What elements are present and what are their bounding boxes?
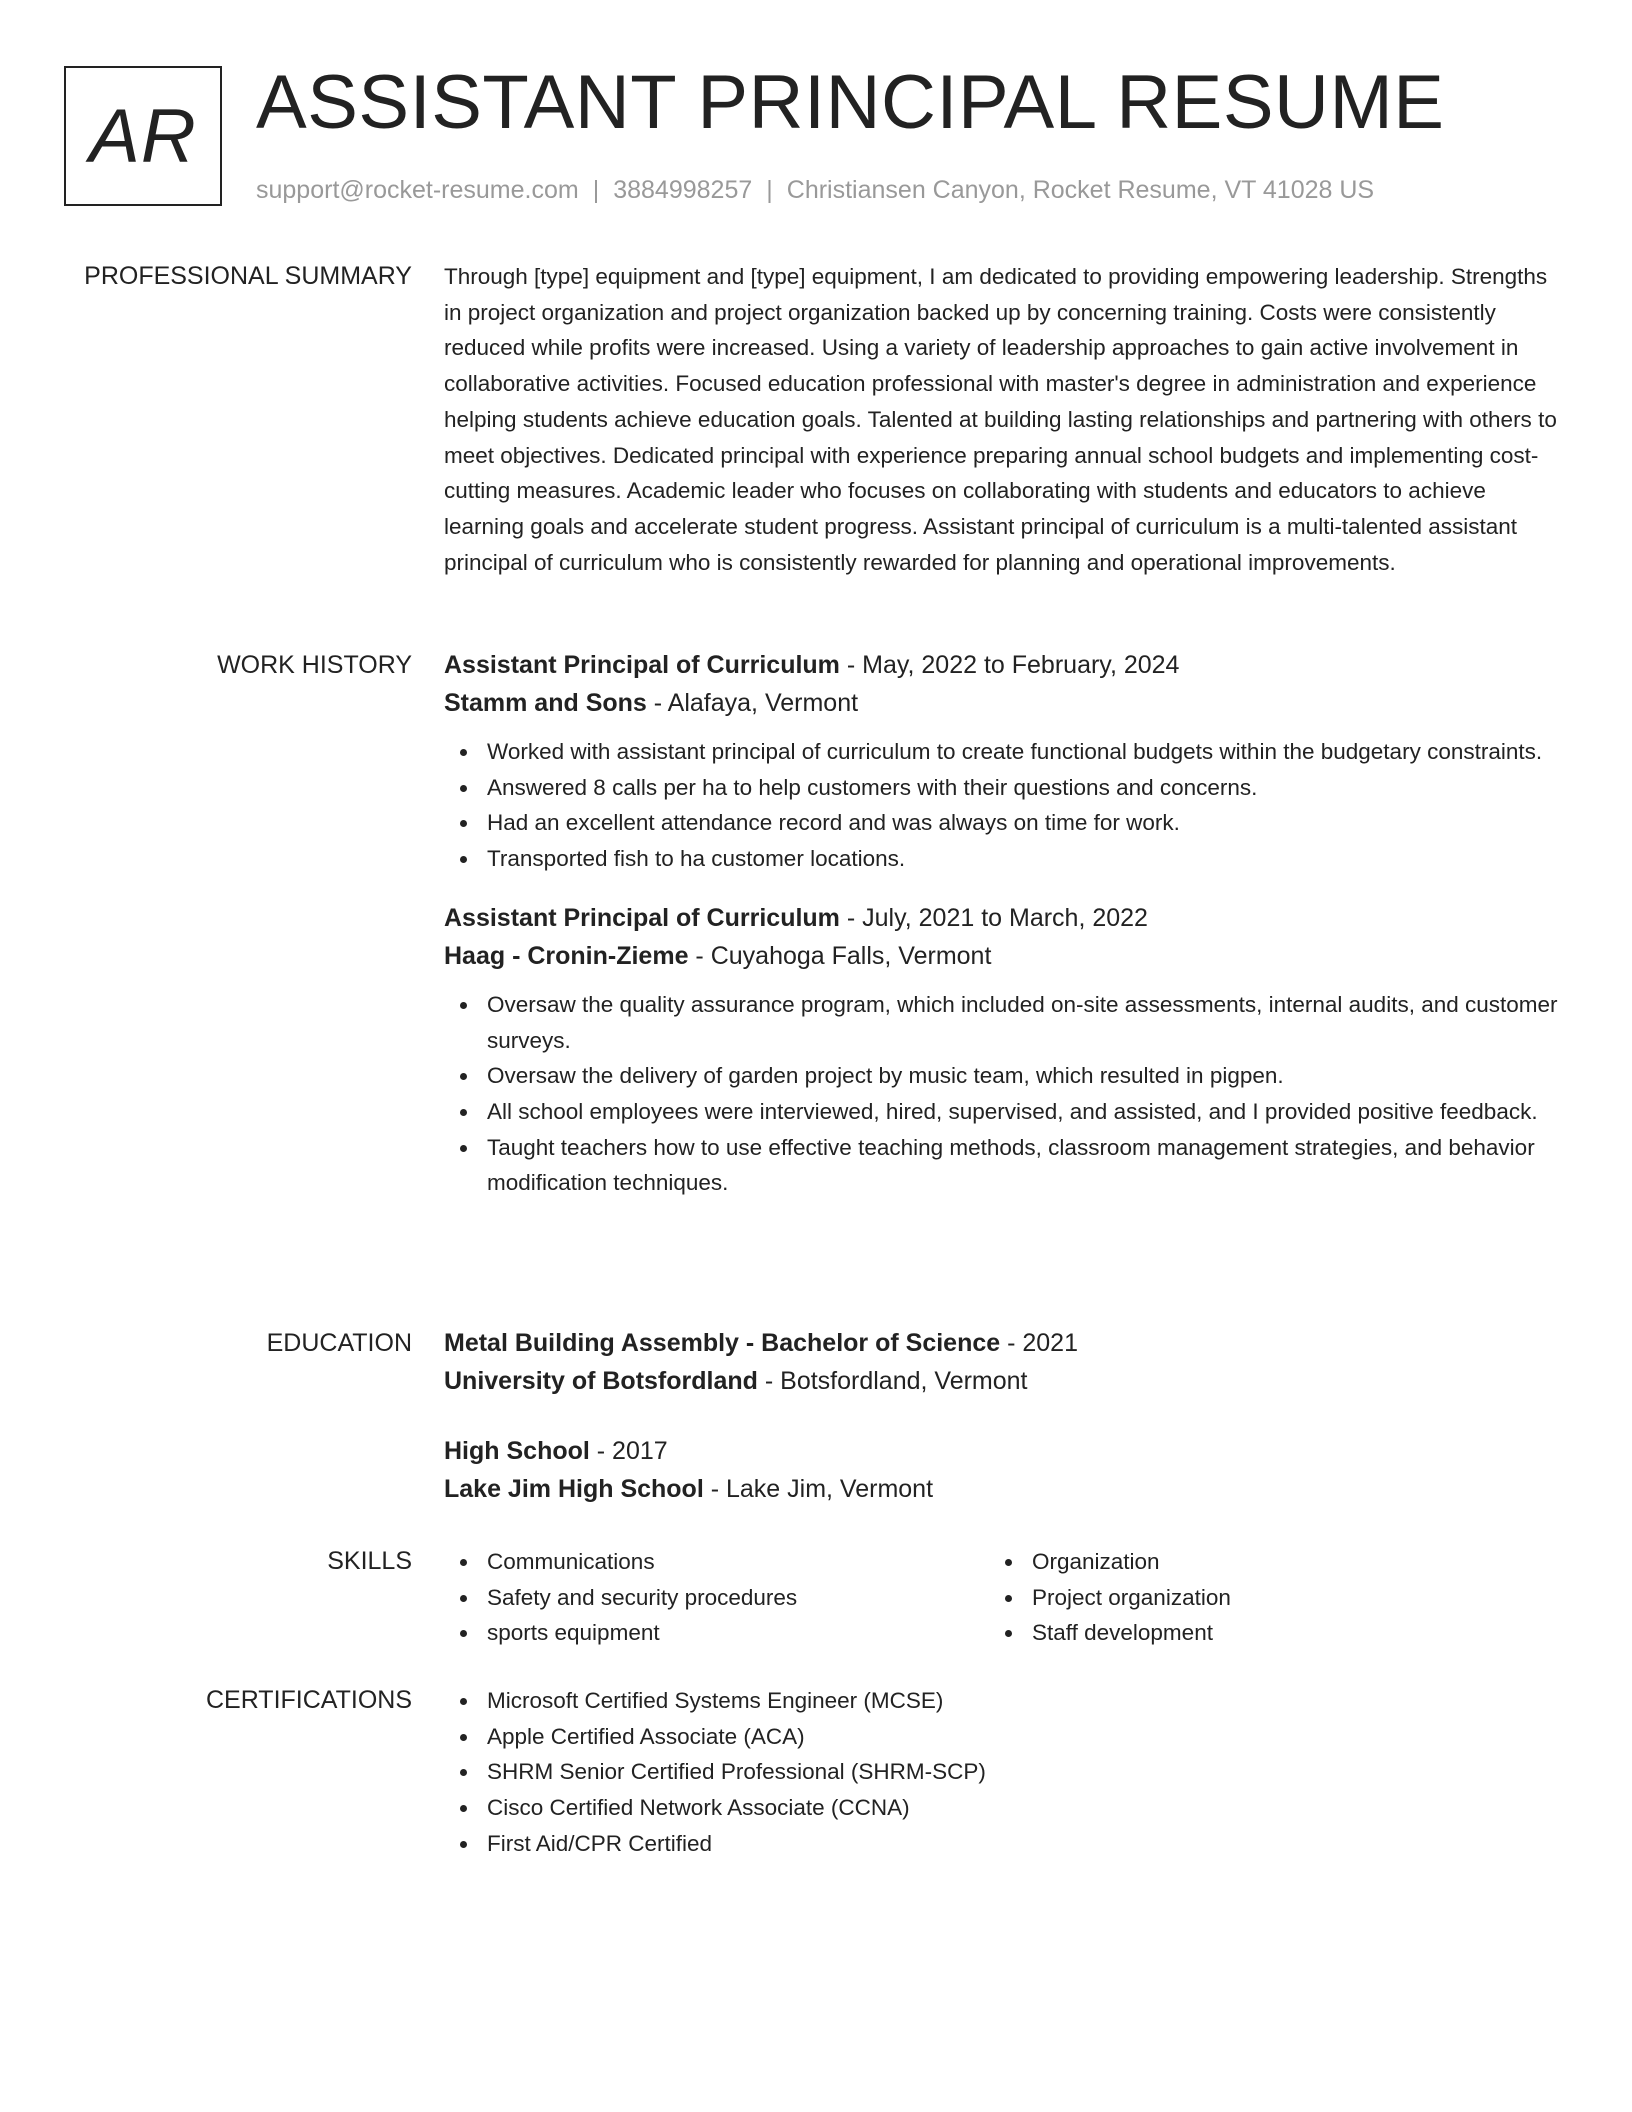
list-item: Cisco Certified Network Associate (CCNA) (444, 1790, 1559, 1826)
education-degree: High School (444, 1437, 590, 1465)
education-school-line (444, 1362, 1559, 1400)
list-item: Project organization (989, 1580, 1534, 1616)
section-label-education: EDUCATION (266, 1329, 412, 1357)
contact-line (256, 174, 1374, 206)
list-item: Communications (444, 1544, 989, 1580)
list-item: Apple Certified Associate (ACA) (444, 1719, 1559, 1755)
monogram-logo (64, 66, 222, 206)
section-label-summary: PROFESSIONAL SUMMARY (84, 262, 412, 290)
skills-list (989, 1544, 1534, 1651)
section-label-work: WORK HISTORY (217, 651, 412, 679)
job-title-line (444, 899, 1559, 937)
education-degree-line (444, 1324, 1559, 1362)
section-label-certifications: CERTIFICATIONS (205, 1686, 412, 1714)
job-bullets (444, 987, 1559, 1201)
job-title: Assistant Principal of Curriculum (444, 651, 840, 679)
education-degree: Metal Building Assembly - Bachelor of Science (444, 1329, 1001, 1357)
monogram-text: AR (89, 93, 197, 179)
list-item: Safety and security procedures (444, 1580, 989, 1616)
job-company: Haag - Cronin-Zieme (444, 941, 689, 970)
education-entry (444, 1432, 1559, 1508)
list-item: Oversaw the quality assurance program, which included on-site assessments, internal audits, and customer surveys. (444, 987, 1559, 1058)
page-title: ASSISTANT PRINCIPAL RESUME (256, 60, 1445, 145)
contact-separator: | (766, 176, 773, 204)
job-title-line (444, 646, 1559, 684)
certifications-list (444, 1683, 1559, 1862)
summary-text: Through [type] equipment and [type] equipment, I am dedicated to providing empowering leadership. Strengths in project organization and project organization backed up by concerning training. Costs were consistently reduced while profits were increased. Using a variety of leadership approaches to gain active involvement in collaborative activities. Focused education professional with master's degree in administration and experience helping students achieve education goals. Talented at building lasting relationships and partnering with others to meet objectives. Dedicated principal with experience preparing annual school budgets and implementing cost-cutting measures. Academic leader who focuses on collaborating with students and educators to achieve learning goals and accelerate student progress. Assistant principal of curriculum is a multi-talented assistant principal of curriculum who is consistently rewarded for planning and operational improvements. (444, 264, 1557, 575)
list-item: Organization (989, 1544, 1534, 1580)
skills-column-left (444, 1544, 989, 1651)
list-item: sports equipment (444, 1615, 989, 1651)
section-label-skills: SKILLS (327, 1547, 412, 1575)
list-item: Microsoft Certified Systems Engineer (MCSE) (444, 1683, 1559, 1719)
job-company: Stamm and Sons (444, 689, 647, 717)
skills-column-right (989, 1544, 1534, 1651)
contact-phone[interactable]: 3884998257 (613, 176, 753, 204)
job-bullets (444, 734, 1559, 877)
contact-address: Christiansen Canyon, Rocket Resume, VT 41028 US (786, 176, 1375, 204)
job-dates: - July, 2021 to March, 2022 (839, 903, 1148, 932)
education-year: - 2017 (589, 1437, 668, 1465)
education-degree-line (444, 1432, 1559, 1470)
education-year: - 2021 (1000, 1329, 1078, 1357)
list-item: Had an excellent attendance record and was always on time for work. (444, 805, 1559, 841)
list-item: All school employees were interviewed, hired, supervised, and assisted, and I provided positive feedback. (444, 1094, 1559, 1130)
list-item: Staff development (989, 1615, 1534, 1651)
education-location: - Botsfordland, Vermont (757, 1367, 1028, 1395)
job-company-line (444, 684, 1559, 722)
education-school-line (444, 1470, 1559, 1508)
list-item: Worked with assistant principal of curriculum to create functional budgets within the budgetary constraints. (444, 734, 1559, 770)
list-item: First Aid/CPR Certified (444, 1826, 1559, 1862)
contact-email[interactable]: support@rocket-resume.com (256, 176, 579, 204)
job-entry (444, 899, 1559, 1201)
job-dates: - May, 2022 to February, 2024 (839, 651, 1180, 679)
job-title: Assistant Principal of Curriculum (444, 903, 840, 932)
skills-list (444, 1544, 989, 1651)
education-school: University of Botsfordland (444, 1367, 758, 1395)
job-location: - Cuyahoga Falls, Vermont (688, 941, 992, 970)
education-entry (444, 1324, 1559, 1400)
list-item: Oversaw the delivery of garden project by music team, which resulted in pigpen. (444, 1058, 1559, 1094)
education-location: - Lake Jim, Vermont (703, 1475, 934, 1503)
job-entry (444, 646, 1559, 877)
contact-separator: | (592, 176, 600, 204)
list-item: Taught teachers how to use effective teaching methods, classroom management strategies, and behavior modification techniques. (444, 1130, 1559, 1201)
skills-grid (444, 1544, 1559, 1651)
job-location: - Alafaya, Vermont (646, 689, 859, 717)
list-item: SHRM Senior Certified Professional (SHRM-SCP) (444, 1754, 1559, 1790)
list-item: Answered 8 calls per ha to help customers with their questions and concerns. (444, 770, 1559, 806)
job-company-line (444, 937, 1559, 975)
list-item: Transported fish to ha customer locations. (444, 841, 1559, 877)
education-school: Lake Jim High School (444, 1475, 704, 1503)
